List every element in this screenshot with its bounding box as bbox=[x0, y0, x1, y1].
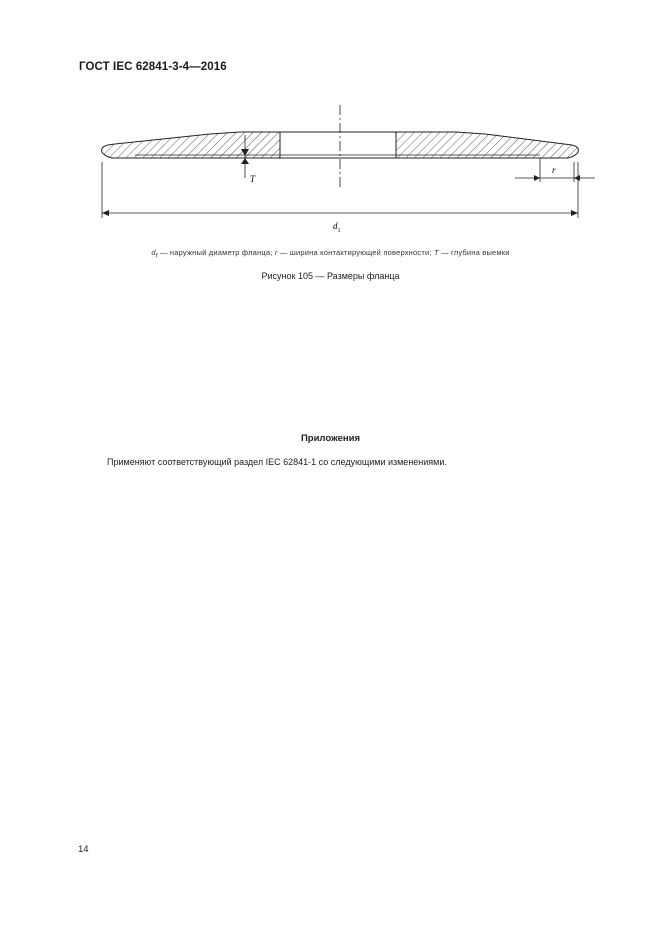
flange-right-section bbox=[396, 132, 578, 158]
svg-text:d1: $d_1$ bbox=[333, 221, 341, 234]
label-T: T bbox=[250, 174, 256, 184]
section-text: Применяют соответствующий раздел IEC 62841-1 со следующими изменениями. bbox=[107, 457, 447, 467]
flange-left-section bbox=[102, 132, 280, 158]
label-r: r bbox=[552, 165, 556, 175]
figure-legend: $d_f$ — наружный диаметр фланца; r — ширина контактирующей поверхности; T — глубина выемки bbox=[151, 248, 510, 260]
flange-bore bbox=[280, 132, 396, 158]
label-d1: d bbox=[333, 221, 338, 231]
flange-diagram bbox=[90, 100, 610, 234]
flange-drawing bbox=[90, 100, 610, 234]
figure-caption: Рисунок 105 — Размеры фланца bbox=[261, 271, 400, 281]
page-number: 14 bbox=[78, 844, 89, 855]
document-header: ГОСТ IEC 62841-3-4—2016 bbox=[79, 61, 227, 73]
section-title: Приложения bbox=[300, 433, 361, 444]
